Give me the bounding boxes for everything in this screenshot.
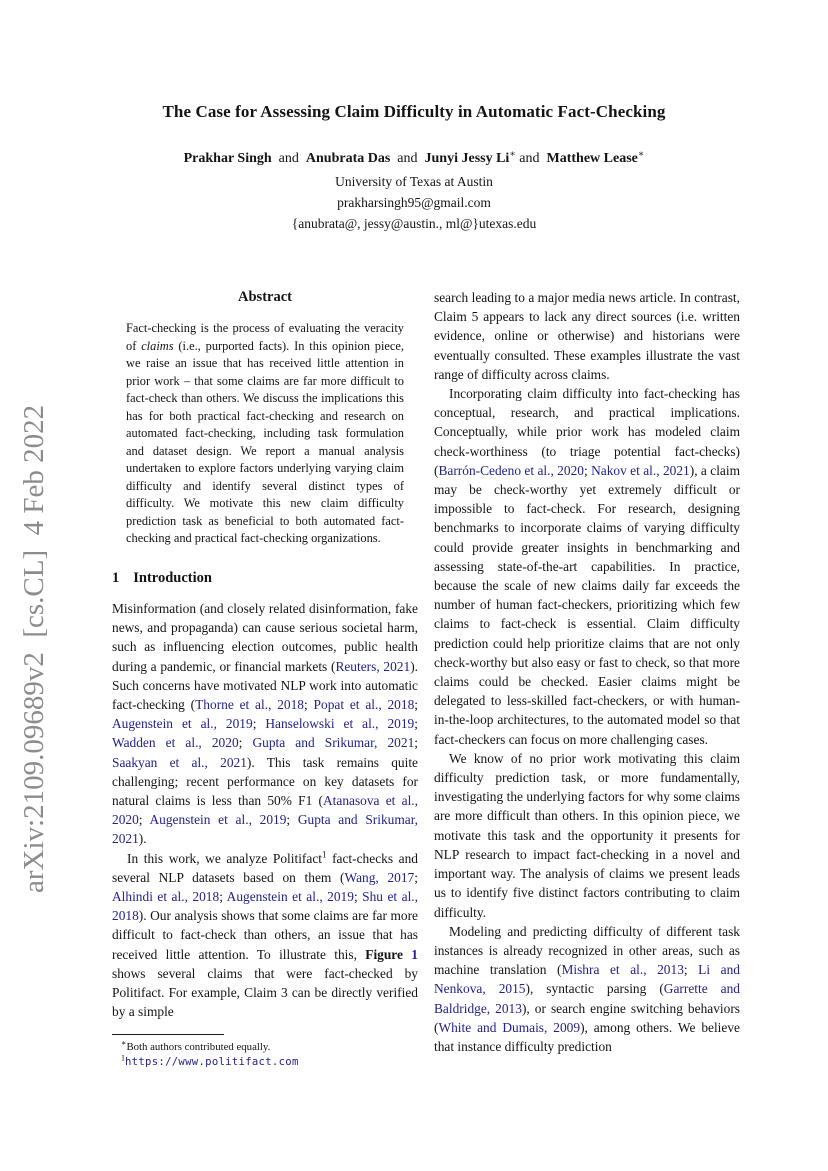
- text-segment: ;: [414, 869, 418, 885]
- body-paragraph: [434, 922, 740, 1056]
- text-segment: ;: [414, 696, 418, 712]
- text-segment: ;: [353, 888, 363, 904]
- footnote-url-link[interactable]: https://www.politifact.com: [125, 1055, 299, 1068]
- citation-link[interactable]: Thorne et al., 2018: [195, 696, 305, 712]
- text-segment: and: [390, 151, 425, 166]
- text-segment: and: [515, 151, 547, 166]
- affiliation: University of Texas at Austin: [335, 174, 493, 189]
- footnote-equal-contribution: [112, 1040, 418, 1055]
- text-segment: ∗: [509, 149, 516, 160]
- text-segment: We know of no prior work motivating this claim difficulty prediction task, or more fundamentally, investigating the underlying factors for why some claims are more difficult than others. In this opinion piece, we motivate this task and the opportunity it presents for NLP research to impact fact-checking in a novel and important way. The analysis of claims we present leads us to identify five distinct factors contributing to claim difficulty.: [434, 750, 740, 920]
- footnote-block: [112, 1034, 418, 1069]
- citation-link[interactable]: Augenstein et al., 2019: [112, 716, 253, 732]
- citation-link[interactable]: Reuters, 2021: [335, 658, 411, 674]
- email-group: {anubrata@, jessy@austin., ml@}utexas.edu: [291, 216, 537, 231]
- citation-link[interactable]: Mishra et al., 2013: [561, 962, 684, 978]
- citation-link[interactable]: Alhindi et al., 2018: [112, 888, 220, 904]
- email-primary: prakharsingh95@gmail.com: [337, 195, 491, 210]
- text-segment: Figure: [365, 946, 403, 962]
- citation-link[interactable]: Hanselowski et al., 2019: [265, 716, 415, 732]
- citation-link[interactable]: Garrette and Baldridge, 2013: [434, 981, 740, 1016]
- text-segment: ;: [219, 888, 227, 904]
- text-segment: ). This task remains quite challenging; recent performance on key datasets for natural claims is less than 50% F1 (: [112, 754, 418, 808]
- text-segment: ), among others. We believe that instance difficulty prediction: [434, 1019, 740, 1054]
- citation-link[interactable]: Atanasova et al., 2020: [112, 792, 418, 828]
- citation-link[interactable]: Li and Nenkova, 2015: [434, 962, 740, 997]
- citation-link[interactable]: Saakyan et al., 2021: [112, 754, 247, 770]
- intro-paragraph: [112, 599, 418, 849]
- citation-link[interactable]: Augenstein et al., 2019: [226, 888, 354, 904]
- text-segment: ;: [238, 735, 253, 751]
- citation-link[interactable]: White and Dumais, 2009: [438, 1019, 581, 1035]
- text-segment: ;: [414, 716, 418, 732]
- citation-link[interactable]: Barrón-Cedeno et al., 2020: [438, 462, 584, 478]
- text-segment: ), syntactic parsing (: [525, 981, 664, 997]
- author-line: [0, 151, 828, 167]
- text-segment: claims: [141, 338, 174, 353]
- citation-link[interactable]: Augenstein et al., 2019: [149, 812, 287, 828]
- text-segment: ;: [252, 716, 266, 732]
- text-segment: Modeling and predicting difficulty of different task instances is already recognized in other areas, such as machine translation (: [434, 923, 740, 978]
- text-segment: ∗: [637, 149, 645, 160]
- footnote-politifact-url: [112, 1055, 418, 1070]
- text-segment: ).: [138, 831, 147, 847]
- abstract-heading: Abstract: [238, 289, 292, 305]
- text-segment: ). Such concerns have motivated NLP work into automatic fact-checking (: [112, 658, 418, 712]
- text-segment: Incorporating claim difficulty into fact-checking has conceptual, research, and practical implications. Conceptually, while prior work has modeled claim check-worthiness (to triage potential fact-checks) (: [434, 386, 740, 478]
- arxiv-watermark: arXiv:2109.09689v2 [cs.CL] 4 Feb 2022: [18, 404, 50, 894]
- body-paragraph: [434, 749, 740, 922]
- citation-link[interactable]: Wang, 2017: [344, 869, 415, 885]
- text-segment: ;: [683, 962, 699, 978]
- text-segment: search leading to a major media news article. In contrast, Claim 5 appears to lack any direct sources (i.e. written evidence, online or otherwise) and historians were eventually consulted. These examples illustrate the vast range of difficulty across claims.: [434, 290, 740, 382]
- text-segment: Misinformation (and closely related disinformation, fake news, and propaganda) can cause serious societal harm, such as influencing election outcomes, public health during a pandemic, or financial markets (: [112, 600, 418, 674]
- intro-paragraph: [112, 849, 418, 1022]
- body-paragraph: [434, 288, 740, 384]
- text-segment: ;: [286, 812, 298, 828]
- text-segment: and: [271, 151, 306, 166]
- text-segment: (i.e., purported facts). In this opinion piece, we raise an issue that has received little attention in prior work – that some claims are far more difficult to fact-check than others. We discuss the implications this has for both practical fact-checking and research on automated fact-checking, including task formulation and dataset design. We report a manual analysis undertaken to explore factors underlying varying claim difficulty and identify several distinct types of difficulty. We motivate this new claim difficulty prediction task as beneficial to both automated fact-checking and practical fact-checking organizations.: [126, 338, 405, 546]
- text-segment: ;: [138, 812, 150, 828]
- text-segment: ), or search engine switching behaviors (: [434, 1000, 740, 1035]
- citation-link[interactable]: Gupta and Srikumar, 2021: [112, 812, 418, 847]
- text-segment: Prakhar Singh: [183, 151, 272, 166]
- section-number: 1: [112, 569, 120, 586]
- text-segment: ;: [414, 735, 419, 751]
- text-segment: ;: [304, 696, 314, 712]
- text-segment: ), a claim may be check-worthy yet extremely difficult or impossible to fact-check. For research, designing benchmarks to incorporate claims of varying difficulty could provide greater insights in benchmarking and assessing state-of-the-art capabilities. In practice, because the scale of new claims daily far exceeds the number of human fact-checkers, prioritizing which few claims to fact-check is essential. Claim difficulty prediction could help prioritize claims that are not only check-worthy but also easy or fast to check, so that more claims could be checked. Easier claims might be delegated to less-skilled fact-checkers, or with human-in-the-loop architectures, to the automated model so that fact-checkers can focus on more challenging cases.: [434, 462, 740, 747]
- section-title: Introduction: [133, 569, 212, 586]
- body-paragraph: [434, 384, 740, 749]
- text-segment: ;: [583, 462, 592, 478]
- citation-link[interactable]: Gupta and Srikumar, 2021: [252, 735, 415, 751]
- footnote-rule: [112, 1034, 224, 1035]
- section-heading-introduction: [112, 569, 418, 588]
- paper-header: [0, 0, 828, 232]
- text-segment: Fact-checking is the process of evaluating the veracity of: [126, 321, 404, 353]
- text-segment: 1: [121, 1053, 125, 1063]
- abstract-text: [126, 320, 404, 548]
- left-column: [112, 288, 418, 1069]
- figure-ref-link[interactable]: 1: [411, 946, 418, 962]
- text-segment: In this work, we analyze Politifact: [127, 850, 322, 866]
- right-column: [434, 288, 740, 1069]
- text-segment: shows several claims that were fact-checked by Politifact. For example, Claim 3 can be directly verified by a simple: [112, 965, 418, 1020]
- text-segment: ). Our analysis shows that some claims are far more difficult to fact-check than others, an issue that has received little attention. To illustrate this,: [112, 908, 418, 962]
- text-segment: 1: [321, 849, 327, 860]
- two-column-body: [112, 288, 740, 1069]
- text-segment: ∗: [121, 1038, 127, 1048]
- citation-link[interactable]: Popat et al., 2018: [313, 696, 415, 712]
- text-segment: fact-checks and several NLP datasets based on them (: [112, 850, 418, 885]
- text-segment: Both authors contributed equally.: [126, 1041, 271, 1054]
- text-segment: Junyi Jessy Li: [424, 151, 510, 166]
- citation-link[interactable]: Wadden et al., 2020: [112, 735, 239, 751]
- citation-link[interactable]: Shu et al., 2018: [112, 888, 418, 924]
- paper-title: The Case for Assessing Claim Difficulty in Automatic Fact-Checking: [162, 102, 666, 121]
- citation-link[interactable]: Nakov et al., 2021: [591, 462, 690, 478]
- text-segment: Anubrata Das: [305, 151, 391, 166]
- text-segment: Matthew Lease: [546, 151, 638, 166]
